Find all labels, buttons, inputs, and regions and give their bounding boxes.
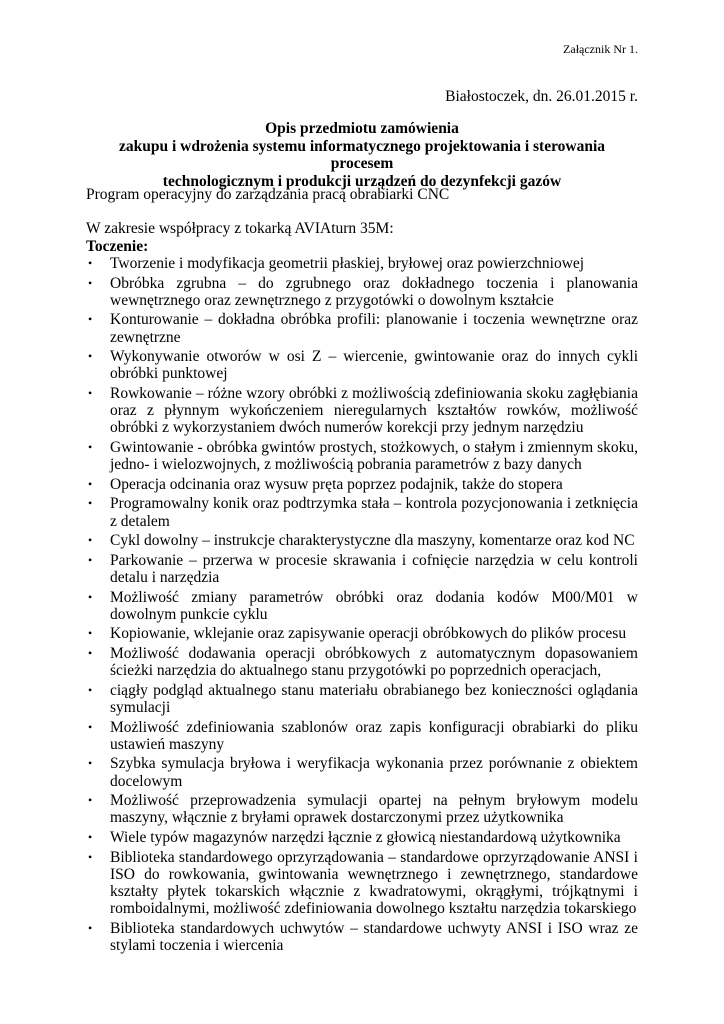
list-item-text: Możliwość zmiany parametrów obróbki oraz dodania kodów M00/M01 w dowolnym punkcie cyklu: [110, 588, 638, 623]
scope-intro: W zakresie współpracy z tokarką AVIAturn 35M:: [86, 220, 394, 237]
bullet-icon: •: [88, 385, 93, 400]
list-item-text: Tworzenie i modyfikacja geometrii płaskiej, bryłowej oraz powierzchniowej: [110, 255, 585, 272]
bullet-icon: •: [88, 589, 93, 604]
annex-label: Załącznik Nr 1.: [563, 42, 638, 56]
bullet-icon: •: [88, 645, 93, 660]
list-item: [86, 439, 638, 473]
list-item-text: Gwintowanie - obróbka gwintów prostych, stożkowych, o stałym i zmiennym skoku, jedno- i wielozwojnych, z możliwością pobrania parametrów z bazy danych: [110, 438, 638, 474]
bullet-icon: •: [88, 275, 93, 290]
list-item: [86, 755, 638, 789]
bullet-icon: •: [88, 849, 93, 864]
bullet-icon: •: [88, 496, 93, 511]
title-line-2: zakupu i wdrożenia systemu informatycznego projektowania i sterowania procesem: [118, 137, 606, 172]
bullet-icon: •: [88, 829, 93, 844]
bullet-icon: •: [88, 682, 93, 697]
list-item: [86, 552, 638, 586]
list-item: [86, 719, 638, 753]
list-item-text: ciągły podgląd aktualnego stanu materiału obrabianego bez konieczności oglądania symulacji: [110, 681, 638, 716]
bullet-icon: •: [88, 476, 93, 491]
title-line-3: technologicznym i produkcji urządzeń do dezynfekcji gazów: [162, 172, 562, 190]
list-item-text: Cykl dowolny – instrukcje charakterystyczne dla maszyny, komentarze oraz kod NC: [110, 532, 635, 550]
bullet-icon: •: [88, 756, 93, 771]
list-item-text: Kopiowanie, wklejanie oraz zapisywanie operacji obróbkowych do plików procesu: [110, 625, 627, 643]
bullet-icon: •: [88, 793, 93, 808]
list-item: [86, 849, 638, 918]
list-item-text: Wiele typów magazynów narzędzi łącznie z głowicą niestandardową użytkownika: [110, 828, 621, 846]
list-item: [86, 532, 638, 549]
list-item: [86, 625, 638, 642]
list-item: [86, 495, 638, 529]
list-item: [86, 682, 638, 716]
bullet-icon: •: [88, 552, 93, 567]
bullet-icon: •: [88, 533, 93, 548]
bullet-icon: •: [88, 312, 93, 327]
list-item-text: Możliwość dodawania operacji obróbkowych z automatycznym dopasowaniem ścieżki narzędzia do aktualnego stanu przygotówki po poprzednich operacjach,: [110, 644, 638, 680]
list-item: [86, 275, 638, 309]
list-item: [86, 920, 638, 954]
bullet-icon: •: [88, 920, 93, 935]
list-item: [86, 311, 638, 345]
program-name: Program operacyjny do zarządzania pracą obrabiarki CNC: [86, 186, 450, 203]
list-item: [86, 385, 638, 437]
place-and-date: Białostoczek, dn. 26.01.2015 r.: [445, 88, 638, 105]
list-item-text: Wykonywanie otworów w osi Z – wiercenie, gwintowanie oraz do innych cykli obróbki punktowej: [110, 348, 638, 383]
feature-list: [86, 255, 638, 957]
document-title: [86, 120, 638, 190]
list-item: [86, 348, 638, 382]
list-item-text: Biblioteka standardowego oprzyrządowania – standardowe oprzyrządowanie ANSI i ISO do rowkowania, gwintowania wewnętrznego i zewnętrznego, standardowe kształty płytek tokarskich włącznie z kwadratowymi, okrągłymi, trójkątnymi i romboidalnymi, możliwość zdefiniowania dowolnego kształtu narzędzia tokarskiego: [110, 848, 638, 918]
list-item-text: Szybka symulacja bryłowa i weryfikacja wykonania przez porównanie z obiektem docelowym: [110, 755, 638, 790]
list-item: [86, 589, 638, 623]
scope-block: [86, 220, 394, 255]
list-item-text: Programowalny konik oraz podtrzymka stała – kontrola pozycjonowania i zetknięcia z detalem: [110, 495, 638, 530]
section-heading-turning: Toczenie:: [86, 237, 149, 255]
title-line-1: Opis przedmiotu zamówienia: [265, 120, 459, 137]
list-item: [86, 829, 638, 846]
list-item: [86, 645, 638, 679]
bullet-icon: •: [88, 439, 93, 454]
bullet-icon: •: [88, 626, 93, 641]
list-item-text: Rowkowanie – różne wzory obróbki z możliwością zdefiniowania skoku zagłębiania oraz z płynnym wykończeniem nieregularnych kształtów rowków, możliwość obróbki z wykorzystaniem dwóch numerów korekcji przy jednym narzędziu: [110, 384, 638, 437]
list-item-text: Parkowanie – przerwa w procesie skrawania i cofnięcie narzędzia w celu kontroli detalu i narzędzia: [110, 551, 638, 586]
list-item-text: Biblioteka standardowych uchwytów – standardowe uchwyty ANSI i ISO wraz ze stylami toczenia i wiercenia: [110, 919, 638, 954]
list-item-text: Możliwość zdefiniowania szablonów oraz zapis konfiguracji obrabiarki do pliku ustawień maszyny: [110, 718, 638, 753]
list-item: [86, 792, 638, 826]
list-item-text: Możliwość przeprowadzenia symulacji opartej na pełnym bryłowym modelu maszyny, włącznie z bryłami oprawek dostarczonymi przez użytkownika: [110, 792, 638, 827]
bullet-icon: •: [88, 719, 93, 734]
bullet-icon: •: [88, 256, 93, 270]
list-item-text: Operacja odcinania oraz wysuw pręta poprzez podajnik, także do stopera: [110, 475, 563, 493]
list-item: [86, 255, 638, 272]
list-item: [86, 476, 638, 493]
list-item-text: Obróbka zgrubna – do zgrubnego oraz dokładnego toczenia i planowania wewnętrznego oraz zewnętrznego z przygotówki o dowolnym kształcie: [110, 274, 638, 309]
bullet-icon: •: [88, 349, 93, 364]
list-item-text: Konturowanie – dokładna obróbka profili: planowanie i toczenia wewnętrzne oraz zewnętrzne: [110, 311, 638, 346]
